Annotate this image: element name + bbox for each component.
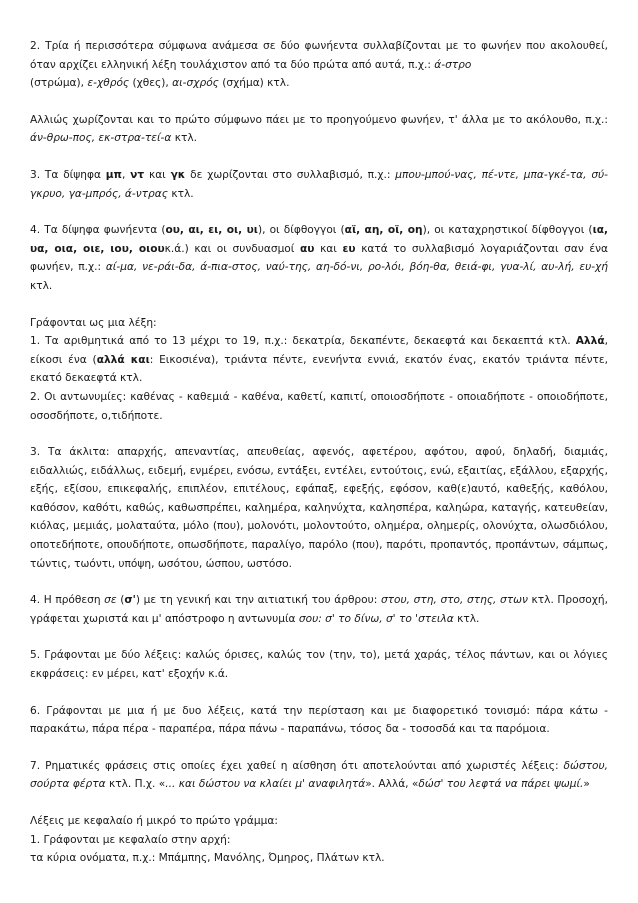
example-text: σου: σ' το δίνω, σ' το 'στειλα — [298, 612, 454, 625]
capitals-rule-1: 1. Γράφονται με κεφαλαίο στην αρχή: — [30, 833, 231, 846]
paragraph-one-or-two-words: 6. Γράφονται με μια ή με δυο λέξεις, κατά την περίσταση και με διαφορετικό τονισμό: πάρα κάτω - παρακάτω, πάρα πέρα - παραπέρα, πάρα πάνω - παραπάνω, τόσος δα - τοσοσδά και τα παρόμοια. — [30, 704, 608, 736]
rule-3-text: δε χωρίζονται στο συλλαβισμό, π.χ.: — [190, 168, 391, 181]
etc-text: κτλ. — [171, 187, 194, 200]
rule-text: ) με τη γενική και την αιτιατική του άρθρου: — [135, 594, 378, 607]
conjunction-text: και — [320, 242, 337, 255]
single-word-rule-1 — [30, 332, 608, 388]
combination-bold: ευ — [342, 242, 356, 255]
rule-4-text: 4. Τα δίψηφα φωνήεντα ( — [30, 224, 166, 237]
emphasis-bold: Αλλά — [575, 335, 605, 348]
example-text: άν-θρω-πος, εκ-στρα-τεί-α — [30, 132, 172, 145]
paragraph-otherwise — [30, 111, 608, 148]
paragraph-rule-2 — [30, 37, 608, 93]
single-word-rule-2: 2. Οι αντωνυμίες: καθένας - καθεμιά - καθένα, καθετί, καπιτί, οποιοσδήποτε - οποιαδήποτε - οποιοδήποτε, οσοσδήποτε, ο,τιδήποτε. — [30, 390, 608, 422]
rule-2-text: 2. Τρία ή περισσότερα σύμφωνα ανάμεσα σε δύο φωνήεντα συλλαβίζονται με το φωνήεν που ακολουθεί, όταν αρχίζει ελληνική λέξη τουλάχιστον από τα δύο πρώτα από αυτά, π.χ.: — [30, 40, 608, 71]
combination-bold: αυ — [300, 242, 315, 255]
example-text: ... και δώστου να κλαίει μ' αναφιλητά — [165, 778, 366, 791]
rule-text: 4. Η πρόθεση — [30, 594, 101, 607]
example-text: ε-χθρός — [87, 77, 130, 90]
etc-text: κτλ. — [174, 132, 197, 145]
etc-text: κτλ. — [30, 279, 53, 292]
diphthong-bold: ια, υα, οια, οιε, ιου, οιου — [30, 224, 608, 255]
digraph-bold: γκ — [170, 168, 186, 181]
rule-text: : Εικοσιένα), τριάντα πέντε, ενενήντα εννιά, εκατόν ένας, εκατόν τριάντα πέντε, εκατό δεκαεφτά κτλ. — [30, 353, 608, 385]
otherwise-text: Αλλιώς χωρίζονται και το πρώτο σύμφωνο πάει με το προηγούμενο φωνήεν, τ' άλλα με το ακόλουθο, π.χ.: — [30, 113, 608, 126]
rule-3-text: 3. Τα δίψηφα — [30, 168, 101, 181]
digraph-bold: μπ — [105, 168, 122, 181]
conjunction-text: και — [148, 168, 166, 181]
rule-4-text: ), οι καταχρηστικοί δίφθογγοι ( — [422, 224, 593, 237]
digraph-bold: ου, αι, ει, οι, υι — [165, 224, 258, 237]
rule-4-text: κατά το συλλαβισμό λογαριάζονται σαν ένα φωνήεν, π.χ.: — [30, 242, 609, 274]
example-text: δώστου, σούρτα φέρτα — [30, 759, 608, 791]
section-single-word-title: Γράφονται ως μια λέξη: — [30, 316, 157, 329]
rule-text: 1. Τα αριθμητικά από το 13 μέχρι το 19, π.χ.: δεκατρία, δεκαπέντε, δεκαεφτά και δεκαεπτά κτλ. — [30, 335, 571, 348]
paragraph-rule-3: 3. Τα δίψηφα μπ, ντ και γκ δε χωρίζονται στο συλλαβισμό, π.χ.: μπου-μπού-νας, πέ-ντε, μπα-γκέ-τα, σύ-γκρυο, γα-μπρός, ά-ντρας κτλ. — [30, 168, 608, 200]
example-text: μπου-μπού-νας, πέ-ντε, μπα-γκέ-τα, σύ-γκρυο, γα-μπρός, ά-ντρας — [30, 168, 608, 200]
example-gloss: (στρώμα), — [30, 77, 85, 90]
digraph-bold: ντ — [130, 168, 145, 181]
example-text: αί-μα, νε-ράι-δα, ά-πια-στος, ναύ-της, αη-δό-νι, ρο-λόι, βόη-θα, θειά-φι, γυα-λί, αυ-λή, ευ-χή — [105, 261, 608, 274]
example-text: αι-σχρός — [172, 77, 219, 90]
example-text: ά-στρο — [434, 58, 472, 71]
rule-4-text: κ.ά.) και οι συνδυασμοί — [164, 242, 295, 255]
rule-text: » — [583, 778, 590, 791]
rule-4-text: ), οι δίφθογγοι ( — [257, 224, 345, 237]
rule-text: κτλ. Προσοχή, γράφεται χωριστά και μ' απόστροφο η αντωνυμία — [30, 594, 608, 625]
rule-text: κτλ. Π.χ. « — [108, 778, 166, 791]
emphasis-bold: σ' — [124, 594, 136, 607]
paragraph-rule-4 — [30, 221, 608, 295]
rule-text: ». Αλλά, « — [365, 778, 419, 791]
example-text: στου, στη, στο, στης, στων — [380, 594, 528, 607]
etc-text: κτλ. — [457, 612, 480, 625]
example-text: δώσ' του λεφτά να πάρει ψωμί. — [418, 778, 584, 791]
paragraph-verbal-phrases — [30, 757, 608, 794]
example-gloss: (χθες), — [132, 77, 169, 90]
paragraph-adverbs: 3. Τα άκλιτα: απαρχής, απεναντίας, απευθείας, αφενός, αφετέρου, αφότου, αφού, δηλαδή, διαμιάς, ειδαλλιώς, ειδάλλως, ειδεμή, ενμέρει, ενόσω, εντάξει, εντέλει, εντούτοις, ενώ, εξαιτίας, εξάλλου, εξαρχής, εξής, εξίσου, επικεφαλής, επιπλέον, επιτέλους, εφάπαξ, εφεξής, εφόσον, καθ(ε)αυτό, καθεξής, καθόλου, καθόσον, καθότι, καθώς, καθωσπρέπει, καλημέρα, καληνύχτα, καλησπέρα, καληώρα, καταγής, κατευθείαν, κιόλας, μεμιάς, μολαταύτα, μόλο (που), μολονότι, μολοντούτο, ολημέρα, ολημερίς, ολονύχτα, ολωσδιόλου, οποτεδήποτε, οπουδήποτε, οπωσδήποτε, παραλίγο, παρόλο (που), παρότι, προπαντός, προπάντων, σάμπως, τώντις, τωόντι, υπόψη, ωσότου, ώσπου, ωστόσο. — [30, 446, 608, 570]
rule-text: , είκοσι ένα ( — [30, 335, 608, 366]
emphasis-bold: αλλά και — [96, 353, 150, 366]
example-text: σε — [104, 594, 117, 607]
paragraph-two-words: 5. Γράφονται με δύο λέξεις: καλώς όρισες, καλώς τον (την, το), μετά χαράς, τέλος πάντων, και οι λόγιες εκφράσεις: εν μέρει, κατ' εξοχήν κ.ά. — [30, 649, 608, 681]
diphthong-bold: αϊ, αη, οϊ, οη — [344, 224, 423, 237]
example-gloss: (σχήμα) κτλ. — [222, 77, 290, 90]
paragraph-preposition: 4. Η πρόθεση σε (σ') με τη γενική και την αιτιατική του άρθρου: στου, στη, στο, στης, στων κτλ. Προσοχή, γράφεται χωριστά και μ' απόστροφο η αντωνυμία σου: σ' το δίνω, σ' το 'στειλα κτλ. — [30, 594, 608, 625]
rule-text: 7. Ρηματικές φράσεις στις οποίες έχει χαθεί η αίσθηση ότι αποτελούνται από χωριστές λέξεις: — [30, 759, 559, 772]
section-capitals-title: Λέξεις με κεφαλαίο ή μικρό το πρώτο γράμμα: — [30, 815, 278, 827]
capitals-rule-1-detail: τα κύρια ονόματα, π.χ.: Μπάμπης, Μανόλης, Όμηρος, Πλάτων κτλ. — [30, 852, 385, 865]
